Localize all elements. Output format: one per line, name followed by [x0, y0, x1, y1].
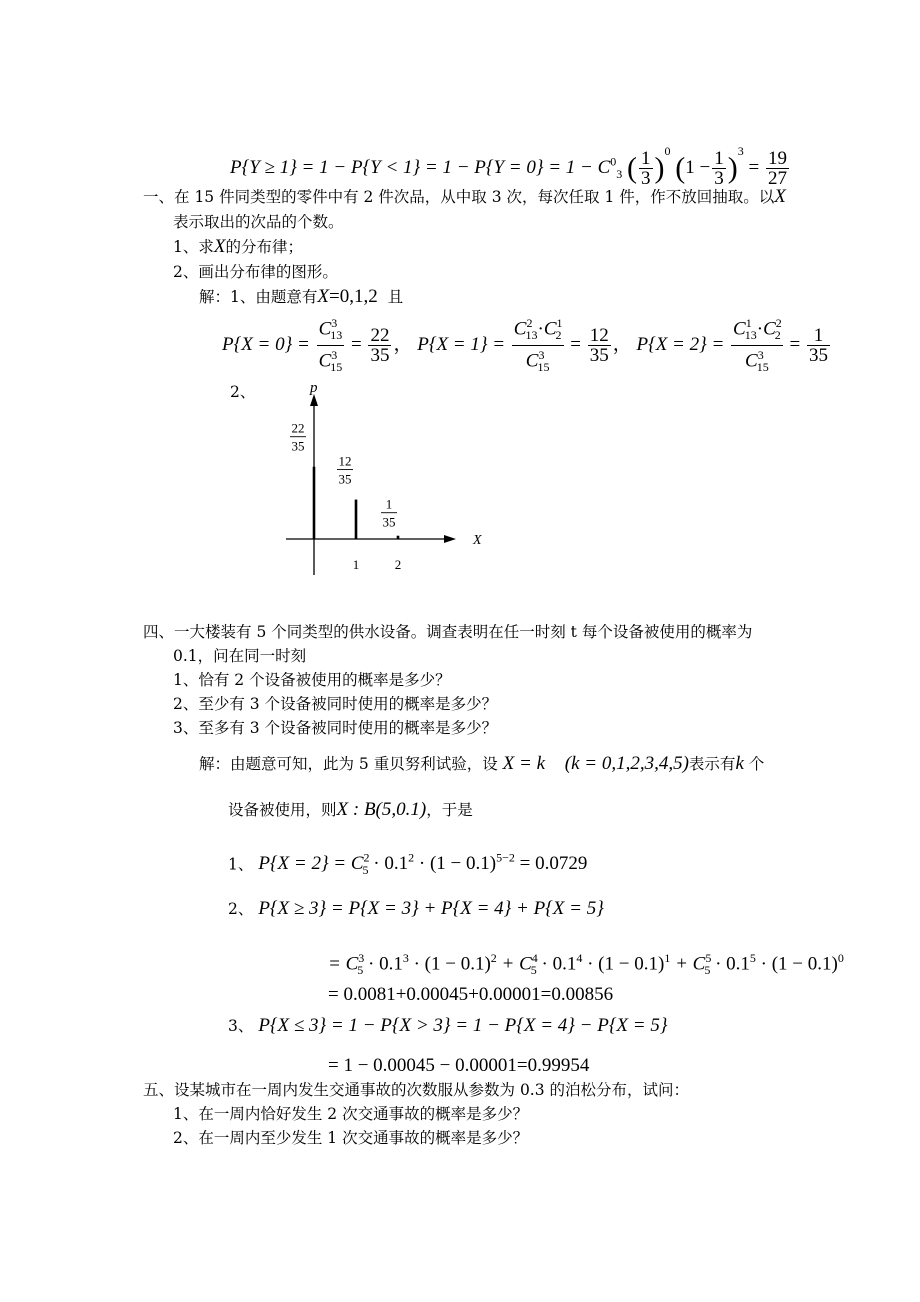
sol1-text-b: 表示有: [688, 755, 736, 773]
p0-eq: =: [351, 333, 362, 355]
a2-t3-r2: · (1 − 0.1): [760, 953, 838, 975]
p1-num-a-sub: 13: [525, 328, 538, 343]
value-label-num-0: 22: [291, 420, 305, 436]
p2-den-sup: 3: [757, 348, 764, 363]
a2-t3: + C: [675, 953, 706, 975]
p2-rd: 35: [808, 345, 828, 367]
p2-num-b-sub: 2: [774, 328, 781, 343]
problem5-q2: [173, 1128, 528, 1148]
answer3: [228, 1012, 667, 1040]
problem5-text: 设某城市在一周内发生交通事故的次数服从参数为 0.3 的泊松分布，试问：: [174, 1081, 690, 1099]
x-axis-arrow: [444, 535, 456, 543]
answer2-label: 2、: [228, 900, 254, 918]
problem4-q1-text: 1、恰有 2 个设备被使用的概率是多少？: [173, 671, 451, 689]
answer2-line2: [328, 942, 844, 986]
problem4-line2: [173, 646, 306, 666]
problem5-q2-text: 2、在一周内至少发生 1 次交通事故的概率是多少？: [173, 1129, 529, 1147]
answer3-result: = 1 − 0.00045 − 0.00001=0.99954: [328, 1055, 590, 1076]
distribution-chart: [280, 380, 510, 580]
value-label-num-1: 12: [338, 453, 352, 469]
a2-t2-r2: · (1 − 0.1): [587, 953, 665, 975]
sol1-k: k: [735, 753, 744, 774]
x-axis-label: X: [473, 533, 482, 548]
answer1-rest: · 0.1: [373, 853, 409, 875]
problem3-q2: [173, 262, 338, 282]
p0-den-sup: 3: [331, 348, 338, 363]
problem4-sol1: [199, 750, 764, 778]
p0-rn: 22: [370, 325, 390, 347]
a2-t2-r: · 0.1: [541, 953, 577, 975]
problem5-line1: [143, 1080, 689, 1100]
p1-lhs: P{X = 1} =: [417, 333, 506, 355]
paren2-text: 1 −: [685, 157, 711, 178]
problem3-var-x: X: [774, 186, 786, 207]
answer1-result: = 0.0729: [519, 853, 588, 875]
problem3-sol: [199, 287, 403, 307]
answer1: [228, 844, 587, 884]
frac2-den: 3: [714, 168, 724, 190]
result-num: 19: [767, 148, 787, 170]
formula-top-sup: 0: [610, 154, 617, 169]
answer2-result: = 0.0081+0.00045+0.00001=0.00856: [328, 984, 614, 1005]
answer1-lhs: P{X = 2} = C: [258, 853, 364, 875]
formula-top-lhs: P{Y ≥ 1} = 1 − P{Y < 1} = 1 − P{Y = 0} = 1 − C: [230, 157, 611, 178]
problem3-sol-a: 解：1、由题意有: [199, 288, 318, 306]
a2-t1-e2: 2: [490, 951, 497, 965]
p2-num-b: C: [763, 318, 776, 340]
p2-lhs: P{X = 2} =: [636, 333, 725, 355]
problem4-text-b: 0.1，问在同一时刻: [173, 647, 307, 665]
a2-t1-sup: 3: [358, 951, 365, 965]
sol2-text-b: ，于是: [426, 801, 473, 819]
sol1-text-c: 个: [748, 755, 765, 773]
p1-rd: 35: [589, 345, 609, 367]
tick-label-2: 2: [394, 557, 402, 572]
answer1-label: 1、: [228, 855, 254, 874]
problem3-line1: [143, 187, 786, 207]
answer2-line3: [328, 981, 613, 1009]
problem3-sol-var: X: [317, 286, 329, 307]
a2-t3-e: 5: [749, 951, 756, 965]
a2-t1-r: · 0.1: [368, 953, 403, 975]
answer3-label: 3、: [228, 1017, 254, 1035]
value-label-den-0: 35: [291, 438, 305, 454]
p0-lhs: P{X = 0} =: [222, 333, 310, 355]
sol1-range: (k = 0,1,2,3,4,5): [564, 753, 689, 774]
part2-label-text: 2、: [230, 383, 256, 401]
a2-t1: = C: [328, 953, 359, 975]
p1-num-a: C: [513, 318, 527, 340]
problem4-line1: [143, 622, 752, 642]
p1-den-c: C: [525, 350, 539, 372]
problem4-text-a: 一大楼装有 5 个同类型的供水设备。调查表明在任一时刻 t 每个设备被使用的概率为: [174, 623, 753, 641]
sol1-text-a: 解：由题意可知，此为 5 重贝努利试验，设: [199, 755, 498, 773]
a2-t3-sup: 5: [705, 951, 712, 965]
p2-den-sub: 15: [756, 360, 769, 375]
a2-t1-r2: · (1 − 0.1): [413, 953, 491, 975]
problem3-line2: [173, 212, 344, 232]
a2-t1-sub: 5: [357, 963, 364, 978]
answer2: [228, 895, 604, 923]
a2-t3-r: · 0.1: [715, 953, 750, 975]
p2-dot: ·: [756, 318, 764, 340]
p2-num-b-sup: 2: [775, 316, 782, 330]
problem3-sol-b: 且: [387, 288, 404, 306]
problem5-number: 五、: [143, 1081, 175, 1099]
problem3-sol-vals: =0,1,2: [328, 286, 378, 307]
a2-t3-e2: 0: [837, 951, 844, 965]
p2-num-a-sup: 1: [745, 316, 752, 330]
p0-sep: ，: [393, 333, 413, 355]
p2-rn: 1: [807, 326, 830, 346]
problem3-q2-text: 2、画出分布律的图形。: [173, 263, 338, 281]
problem3-probabilities: [222, 314, 832, 377]
problem3-q1-b: 的分布律；: [225, 238, 303, 256]
p0-num-c: C: [318, 318, 332, 340]
p0-den-sub: 15: [330, 360, 343, 375]
problem4-number: 四、: [143, 623, 175, 641]
answer3-line2: [328, 1052, 589, 1080]
frac1-den: 3: [641, 168, 651, 190]
problem3-q1-var: X: [213, 236, 226, 257]
problem5-q1: [173, 1104, 528, 1124]
problem4-q3-text: 3、至多有 3 个设备被同时使用的概率是多少？: [173, 719, 498, 737]
p0-num-sup: 3: [331, 316, 338, 330]
answer1-sq: 2: [408, 851, 415, 865]
tick-label-1: 1: [352, 557, 360, 572]
problem5-q1-text: 1、在一周内恰好发生 2 次交通事故的概率是多少？: [173, 1105, 529, 1123]
value-label-den-1: 35: [338, 471, 352, 487]
result-den: 27: [767, 168, 787, 190]
answer2-lhs: P{X ≥ 3} = P{X = 3} + P{X = 4} + P{X = 5}: [258, 898, 604, 919]
p2-eq: =: [789, 333, 801, 355]
frac2-num: 1: [714, 148, 724, 170]
p1-sep: ，: [612, 333, 632, 355]
a2-t1-e: 3: [402, 951, 409, 965]
p0-rd: 35: [370, 345, 390, 367]
problem4-q1: [173, 670, 451, 690]
p2-den-c: C: [745, 350, 758, 372]
a2-t2-e2: 1: [664, 951, 671, 965]
formula-top-sub: 3: [616, 166, 623, 181]
problem3-part2-label: [230, 382, 255, 402]
p2-num-a-sub: 13: [744, 328, 757, 343]
value-label-den-2: 35: [382, 514, 396, 530]
sol1-math: X = k: [502, 753, 546, 774]
p1-num-b: C: [543, 318, 557, 340]
answer1-sub: 5: [362, 863, 369, 878]
formula-top-eq: =: [748, 157, 760, 178]
problem4-q2-text: 2、至少有 3 个设备被同时使用的概率是多少？: [173, 695, 498, 713]
p1-den-sub: 15: [537, 360, 550, 375]
answer1-exp: 5−2: [496, 851, 515, 865]
p1-den-sup: 3: [538, 348, 545, 363]
p0-den-c: C: [318, 350, 332, 372]
exp2: 3: [737, 144, 744, 158]
problem3-text-a: 在 15 件同类型的零件中有 2 件次品，从中取 3 次，每次任取 1 件，作不放回抽取。以: [174, 188, 775, 206]
value-label-num-2: 1: [385, 496, 393, 512]
a2-t2-sup: 4: [531, 951, 538, 965]
problem4-q2: [173, 694, 497, 714]
y-axis-label: p: [310, 380, 318, 396]
problem3-number: 一、: [143, 188, 175, 206]
problem3-q1-a: 1、求: [173, 238, 214, 256]
problem4-q3: [173, 718, 497, 738]
frac1-num: 1: [641, 148, 651, 170]
p1-num-b-sup: 1: [556, 316, 563, 330]
p1-dot: ·: [537, 318, 544, 340]
sol2-math: X : B(5,0.1): [336, 799, 427, 820]
p0-num-sub: 13: [330, 328, 343, 343]
a2-t2-e: 4: [576, 951, 583, 965]
sol2-text-a: 设备被使用，则: [228, 801, 337, 819]
problem3-text-b: 表示取出的次品的个数。: [173, 213, 344, 231]
p1-eq: =: [570, 333, 581, 355]
exp1: 0: [664, 144, 671, 158]
answer3-lhs: P{X ≤ 3} = 1 − P{X > 3} = 1 − P{X = 4} − P{X = 5}: [258, 1015, 668, 1036]
p1-num-b-sub: 2: [555, 328, 562, 343]
p1-num-a-sup: 2: [526, 316, 533, 330]
answer1-rest2: · (1 − 0.1): [418, 853, 497, 875]
a2-t2: + C: [501, 953, 532, 975]
formula-top: $P\{Y \ge 1\} = 1 - P\{Y < 1\} = 1 - P\{Y = 0\} = 1 - C^0_3$ ( $\frac{1}{3}$ )$^0$ (1 − $\frac{1}{3}$ )$^3$ = $\frac{19}{27}$: [230, 144, 787, 190]
p2-num-a: C: [733, 318, 746, 340]
problem4-sol2: [228, 796, 473, 824]
problem3-q1: [173, 237, 303, 257]
answer1-sup: 2: [363, 851, 370, 865]
a2-t2-sub: 5: [530, 963, 537, 978]
p1-rn: 12: [589, 325, 609, 347]
a2-t3-sub: 5: [704, 963, 711, 978]
